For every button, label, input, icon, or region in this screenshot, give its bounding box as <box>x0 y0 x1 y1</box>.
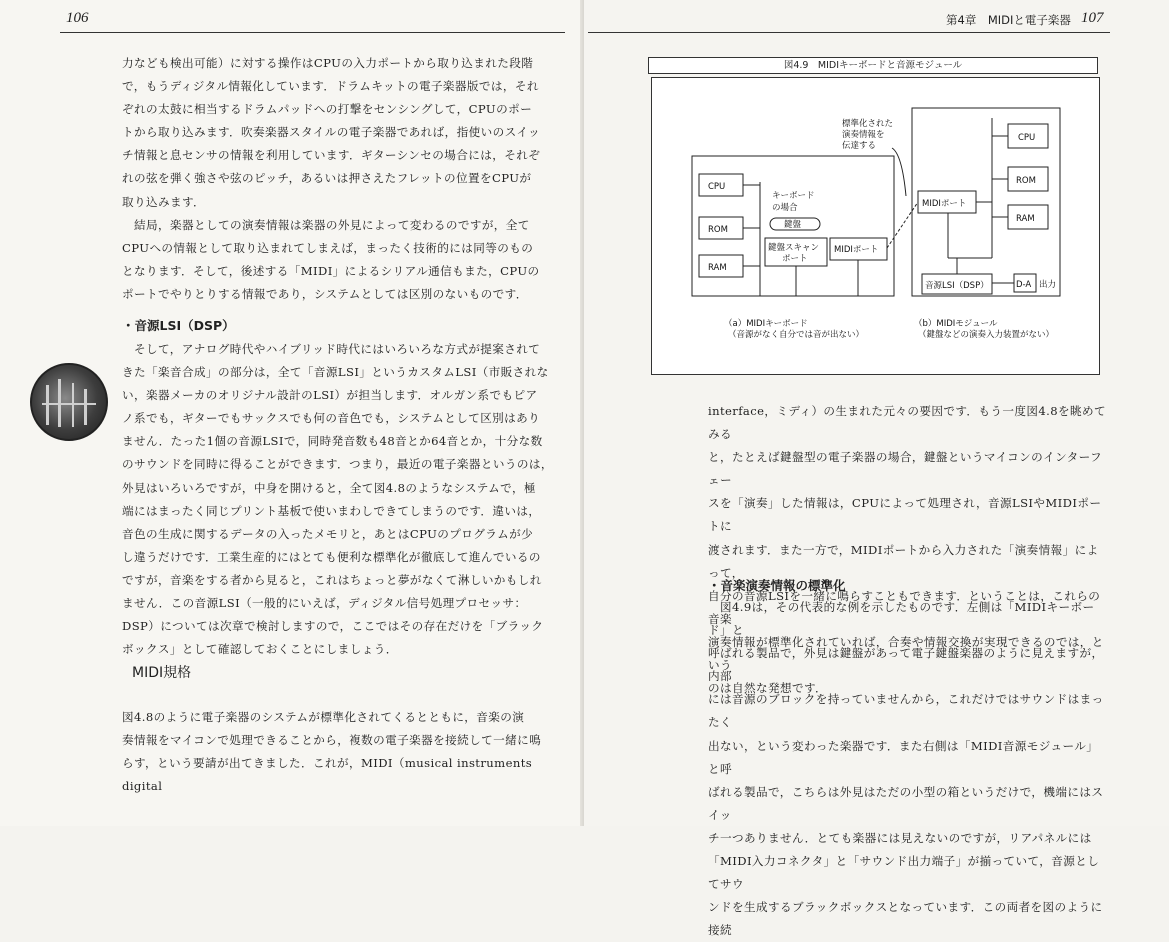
caption-b-1: （b）MIDIモジュール <box>914 319 998 329</box>
text-line: れの弦を弾く強さや弦のピッチ，あるいは押さえたフレットの位置をCPUが <box>122 171 532 186</box>
midi-diagram-svg <box>652 78 1099 374</box>
text-line: ノ系でも，ギターでもサックスでも何の音色でも，システムとして区別はあり <box>122 411 541 426</box>
text-line: のサウンドを同時に得ることができます．つまり，最近の電子楽器というのは， <box>122 457 553 472</box>
kb-cpu-label: CPU <box>708 182 726 192</box>
text-line: のは自然な発想です． <box>708 681 828 696</box>
text-line: トから取り込みます．吹奏楽器スタイルの電子楽器であれば，指使いのスイッ <box>122 125 541 140</box>
text-line: 演奏情報が標準化されていれば，合奏や情報交換が実現できるのでは，という <box>708 634 1104 673</box>
mod-cpu-label: CPU <box>1018 133 1036 143</box>
note-label-1: 標準化された <box>842 119 894 129</box>
text-line: ばれる製品で，こちらは外見はただの小型の箱というだけで，機端にはスイッ <box>708 784 1104 822</box>
text-line: 力なども検出可能）に対する操作はCPUの入力ポートから取り込まれた段階 <box>122 56 534 70</box>
text-line: らす，という要請が出てきました．これが，MIDI（musical instruments digital <box>122 756 533 794</box>
text-line: には音源のブロックを持っていませんから，これだけではサウンドはまったく <box>708 692 1104 730</box>
section-heading-sound-lsi: ・音源LSI（DSP） <box>122 318 235 333</box>
figure-diagram <box>651 77 1100 375</box>
text-line: 「MIDI入力コネクタ」と「サウンド出力端子」が揃っていて，音源としてサウ <box>708 854 1100 892</box>
text-line: チ情報と息センサの情報を利用しています．ギターシンセの場合には，それぞ <box>122 148 541 163</box>
text-line: ぞれの太鼓に相当するドラムパッドへの打撃をセンシングして，CPUのポー <box>122 102 533 117</box>
da-label: D-A <box>1016 280 1032 290</box>
keyboard-case-label-1: キーボード <box>772 191 815 201</box>
right-header-rule <box>588 32 1110 33</box>
text-line: い，楽器メーカのオリジナル設計のLSI）が担当します．オルガン系でもピア <box>122 388 538 403</box>
mod-rom-label: ROM <box>1016 176 1036 186</box>
kb-midi-port-label: MIDIポート <box>834 245 879 255</box>
text-line: 出ない，という変わった楽器です．また右側は「MIDI音源モジュール」と呼 <box>708 738 1099 776</box>
text-line: となります．そして，後述する「MIDI」によるシリアル通信もまた，CPUの <box>122 263 540 278</box>
left-midi-text <box>122 706 562 798</box>
text-line: 結局，楽器としての演奏情報は楽器の外見によって変わるのですが，全て <box>122 217 530 232</box>
mod-ram-label: RAM <box>1016 214 1035 224</box>
section-heading-standardization: ・音楽演奏情報の標準化 <box>708 578 846 593</box>
text-line: そして，アナログ時代やハイブリッド時代にはいろいろな方式が提案されて <box>122 342 541 356</box>
caption-b-2: （鍵盤などの演奏入力装置がない） <box>918 330 1055 340</box>
scan-port-label-1: 鍵盤スキャン <box>768 243 820 253</box>
kb-rom-label: ROM <box>708 225 728 235</box>
text-line: し違うだけです．工業生産的にはとても便利な標準化が徹底して進んでいるの <box>122 549 541 564</box>
text-line: DSP）については次章で検討しますので，ここではその存在だけを「ブラック <box>122 619 544 634</box>
mod-midi-port-label: MIDIポート <box>922 199 967 209</box>
text-line: ポートでやりとりする情報であり，システムとしては区別のないものです． <box>122 286 528 301</box>
text-line: チ一つありません．とても楽器には見えないのですが，リアパネルには <box>708 830 1092 845</box>
text-line: 呼ばれる製品で，外見は鍵盤があって電子鍵盤楽器のように見えますが，内部 <box>708 646 1104 684</box>
output-label: 出力 <box>1039 280 1057 290</box>
text-line: interface，ミディ）の生まれた元々の要因です．もう一度図4.8を眺めてみる <box>708 404 1107 442</box>
text-line: ません．この音源LSI（一般的にいえば，ディジタル信号処理プロセッサ： <box>122 596 527 611</box>
text-line: 取り込みます． <box>122 194 206 209</box>
text-line: 端にはまったく同じプリント基板で使いまわしできてしまうのです．違いは， <box>122 503 541 518</box>
keyboard-case-label-2: の場合 <box>772 203 798 213</box>
left-page <box>0 0 584 826</box>
figure-title: 図4.9 MIDIキーボードと音源モジュール <box>648 57 1098 74</box>
keyboard-label: 鍵盤 <box>784 220 802 230</box>
sound-lsi-label: 音源LSI（DSP） <box>925 281 989 291</box>
text-line: ですが，音楽をする者から見ると，これはちょっと夢がなくて淋しいかもしれ <box>122 572 542 587</box>
text-line: 外見はいろいろですが，中身を開けると，全て図4.8のようなシステムで，極 <box>122 480 536 495</box>
scan-port-label-2: ポート <box>782 254 808 264</box>
text-line: スを「演奏」した情報は，CPUによって処理され，音源LSIやMIDIポートに <box>708 496 1102 534</box>
caption-a-2: （音源がなく自分では音が出ない） <box>728 330 865 340</box>
text-line: きた「楽音合成」の部分は，全て「音源LSI」というカスタムLSI（市販されな <box>122 365 549 380</box>
heading-midi-standard: MIDI規格 <box>132 665 192 681</box>
left-page-number: 106 <box>66 10 89 26</box>
text-line: ボックス」として確認しておくことにしましょう． <box>122 642 398 657</box>
right-page-number: 107 <box>1081 10 1104 26</box>
text-line: ンドを生成するブラックボックスとなっています．この両者を図のように接続 <box>708 900 1103 938</box>
text-line: ません．たった1個の音源LSIで，同時発音数も48音とか64音とか，十分な数 <box>122 434 543 449</box>
running-head: 第4章 MIDIと電子楽器 <box>946 13 1071 27</box>
left-intro-text <box>122 52 562 306</box>
text-line: 奏情報をマイコンで処理できることから，複数の電子楽器を接続して一緒に鳴 <box>122 733 542 748</box>
text-line: 音色の生成に関するデータの入ったメモリと，あとはCPUのプログラムが少 <box>122 526 534 541</box>
right-std-text <box>708 596 1108 942</box>
text-line: 渡されます．また一方で，MIDIポートから入力された「演奏情報」によって， <box>708 542 1099 580</box>
text-line: で，もうディジタル情報化しています．ドラムキットの電子楽器版では，それ <box>122 79 539 94</box>
left-header-rule <box>60 32 565 33</box>
chapter-photo-thumbnail <box>30 363 108 441</box>
text-line: CPUへの情報として取り込まれてしまえば，まったく技術的には同等のもの <box>122 240 534 255</box>
text-line: 自分の音源LSIを一緒に鳴らすこともできます．ということは，これらの音楽 <box>708 588 1101 626</box>
text-line: 図4.8のように電子楽器のシステムが標準化されてくるとともに，音楽の演 <box>122 710 525 724</box>
note-label-2: 演奏情報を <box>842 130 885 140</box>
text-line: と，たとえば鍵盤型の電子楽器の場合，鍵盤というマイコンのインターフェー <box>708 450 1103 488</box>
caption-a-1: （a）MIDIキーボード <box>724 319 808 329</box>
left-lsi-text <box>122 338 562 661</box>
text-line: 図4.9は，その代表的な例を示したものです．左側は「MIDIキーボード」と <box>708 600 1095 638</box>
note-label-3: 伝達する <box>842 141 877 151</box>
kb-ram-label: RAM <box>708 263 727 273</box>
